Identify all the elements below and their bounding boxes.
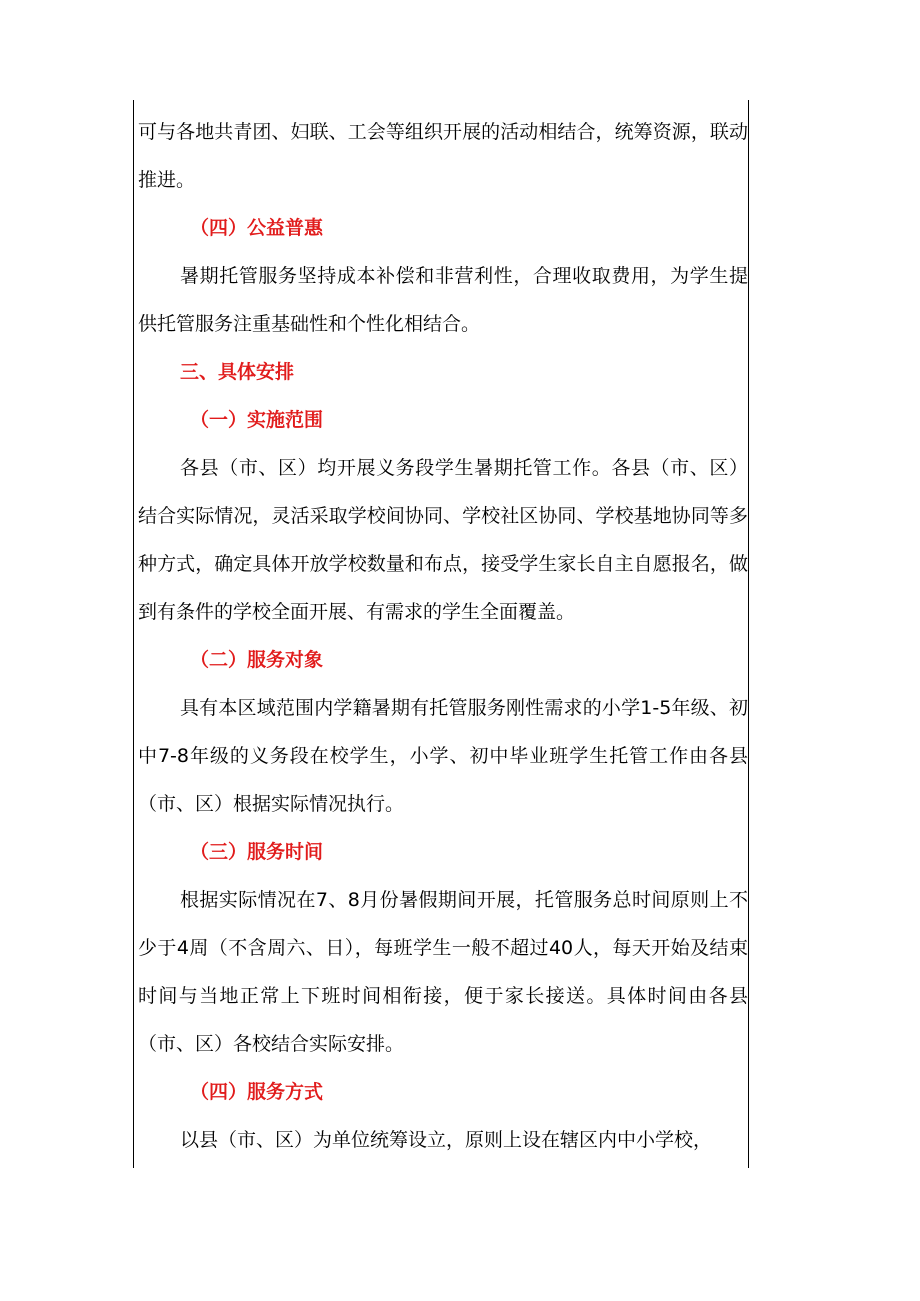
document-body [138, 108, 748, 1164]
heading-service-method: （四）服务方式 [190, 1081, 324, 1103]
heading-service-target: （二）服务对象 [190, 649, 324, 671]
heading-scope: （一）实施范围 [190, 409, 324, 431]
heading-service-time: （三）服务时间 [190, 841, 324, 863]
paragraph-service-method: 以县（市、区）为单位统筹设立，原则上设在辖区内中小学校， [180, 1129, 713, 1151]
paragraph-scope: 各县（市、区）均开展义务段学生暑期托管工作。各县（市、区）结合实际情况，灵活采取学校间协同、学校社区协同、学校基地协同等多种方式，确定具体开放学校数量和布点，接受学生家长自主自愿报名，做到有条件的学校全面开展、有需求的学生全面覆盖。 [138, 457, 748, 623]
paragraph-service-target: 具有本区域范围内学籍暑期有托管服务刚性需求的小学1-5年级、初中7-8年级的义务段在校学生，小学、初中毕业班学生托管工作由各县（市、区）根据实际情况执行。 [138, 697, 748, 815]
paragraph-public-welfare: 暑期托管服务坚持成本补偿和非营利性，合理收取费用，为学生提供托管服务注重基础性和个性化相结合。 [138, 265, 748, 335]
paragraph-service-time: 根据实际情况在7、8月份暑假期间开展，托管服务总时间原则上不少于4周（不含周六、日），每班学生一般不超过40人，每天开始及结束时间与当地正常上下班时间相衔接，便于家长接送。具体时间由各县（市、区）各校结合实际安排。 [138, 889, 748, 1055]
heading-specific-arrangements: 三、具体安排 [180, 361, 295, 383]
heading-public-welfare: （四）公益普惠 [190, 217, 324, 239]
paragraph-continuation: 可与各地共青团、妇联、工会等组织开展的活动相结合，统筹资源，联动推进。 [138, 121, 748, 191]
